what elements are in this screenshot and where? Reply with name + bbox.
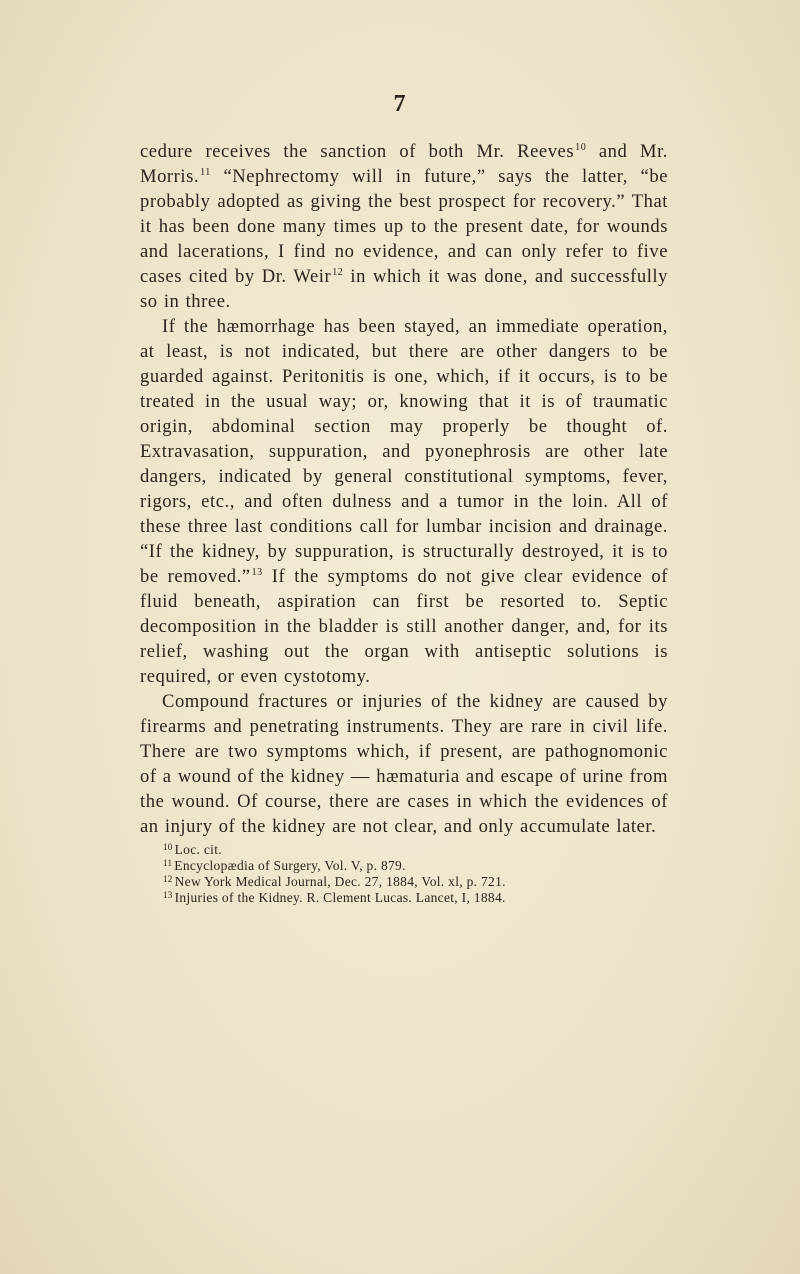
footnote-number: 13 [163,890,173,900]
text-run: cedure receives the sanction of both Mr. Reeves [140,141,575,162]
text-run: “Nephrectomy will in future,” says the latter, “be probably adopted as giving the best prospect for recovery.” That it has been done many times up to the present date, for wounds and lacerations, I find no evidence, and can only refer to five cases cited by Dr. Weir [140,166,668,287]
footnote-text: Injuries of the Kidney. R. Clement Lucas. Lancet, I, 1884. [174,890,506,905]
footnote-ref-11: 11 [200,167,211,178]
paragraph-3 [140,689,668,839]
footnote-number: 11 [163,858,173,868]
footnote-10 [162,842,668,858]
page-number: 7 [393,91,407,117]
footnote-ref-12: 12 [332,267,344,278]
footnote-number: 10 [163,842,173,852]
footnote-text: New York Medical Journal, Dec. 27, 1884, Vol. xl, p. 721. [174,874,506,889]
text-run: in which it was done, and successfully so in three. [140,266,668,312]
footnote-ref-10: 10 [575,142,587,153]
text-run: If the symptoms do not give clear evidence of fluid beneath, aspiration can first be resorted to. Septic decomposition in the bladder is still another danger, and, for its relief, washing out the organ with antiseptic solutions is required, or even cystotomy. [140,566,668,687]
footnote-text: Encyclopædia of Surgery, Vol. V, p. 879. [174,858,406,873]
footnote-ref-13: 13 [251,567,263,578]
text-run: and Mr. Morris. [140,141,669,187]
footnote-12 [162,874,668,890]
footnote-number: 12 [163,874,173,884]
body-text [140,139,668,906]
footnote-13 [162,890,668,906]
paragraph-1 [140,139,668,314]
footnote-11 [162,858,668,874]
text-run: If the hæmorrhage has been stayed, an immediate operation, at least, is not indicated, but there are other dangers to be guarded against. Peritonitis is one, which, if it occurs, is to be treated in the usual way; or, knowing that it is of traumatic origin, abdominal section may properly be thought of. Extravasation, suppuration, and pyonephrosis are other late dangers, indicated by general constitutional symptoms, fever, rigors, etc., and often dulness and a tumor in the loin. All of these three last conditions call for lumbar incision and drainage. “If the kidney, by suppuration, is structurally destroyed, it is to be removed.” [140,316,668,587]
text-run: Compound fractures or injuries of the kidney are caused by firearms and penetrating instruments. They are rare in civil life. There are two symptoms which, if present, are pathognomonic of a wound of the kidney — hæmaturia and escape of urine from the wound. Of course, there are cases in which the evidences of an injury of the kidney are not clear, and only accumulate later. [140,691,668,837]
footnote-text: Loc. cit. [174,842,222,857]
footnotes [140,842,668,906]
paragraph-2 [140,314,668,689]
